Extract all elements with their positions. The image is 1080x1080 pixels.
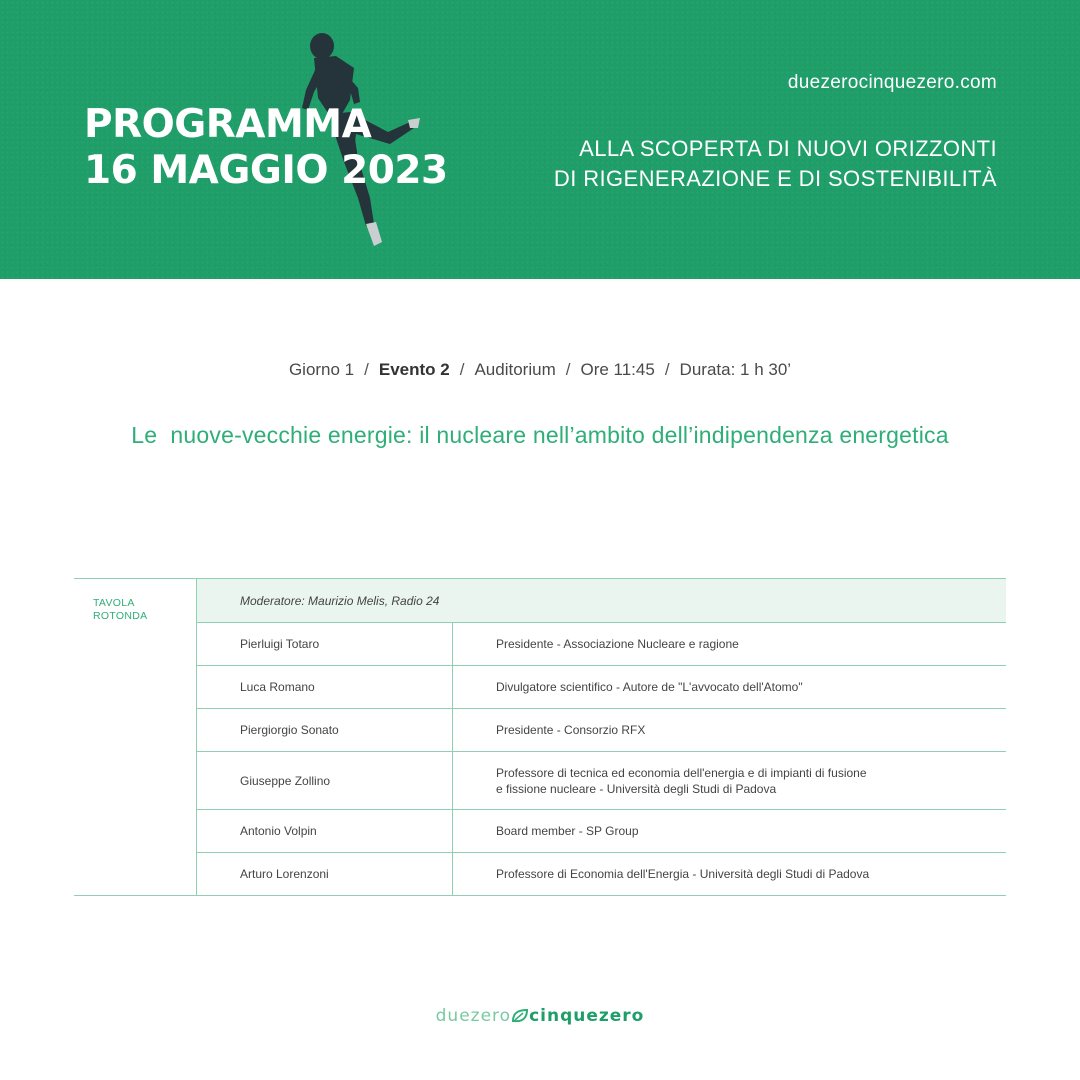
table-row: [197, 809, 1006, 852]
table-row: [197, 751, 1006, 809]
meta-duration: Durata: 1 h 30’: [679, 360, 792, 379]
speaker-role: Professore di Economia dell'Energia - Università degli Studi di Padova: [496, 867, 870, 881]
tagline-line1: ALLA SCOPERTA DI NUOVI ORIZZONTI: [579, 136, 997, 161]
program-date: 16 MAGGIO 2023: [84, 148, 448, 193]
speaker-name: Arturo Lorenzoni: [197, 853, 453, 895]
speaker-name: Antonio Volpin: [197, 810, 453, 852]
speaker-name: Giuseppe Zollino: [197, 752, 453, 809]
table-row: [197, 852, 1006, 895]
tagline-line2: DI RIGENERAZIONE E DI SOSTENIBILITÀ: [553, 166, 997, 191]
speaker-name: Pierluigi Totaro: [197, 623, 453, 665]
meta-time: Ore 11:45: [580, 360, 655, 379]
speaker-role: Presidente - Associazione Nucleare e ragione: [496, 637, 739, 651]
table-row: [197, 622, 1006, 665]
speaker-role: Board member - SP Group: [496, 824, 639, 838]
panel-label: TAVOLA ROTONDA: [93, 597, 148, 622]
program-title-line1: PROGRAMMA: [84, 102, 372, 147]
panel-rows: [197, 579, 1006, 895]
brand-logo: [0, 1006, 1080, 1026]
header-banner: [0, 0, 1080, 279]
meta-separator: /: [664, 360, 670, 379]
event-title: Le nuove-vecchie energie: il nucleare nell’ambito dell’indipendenza energetica: [131, 422, 949, 448]
meta-separator: /: [565, 360, 571, 379]
table-row: [197, 665, 1006, 708]
speaker-role: [453, 765, 867, 797]
logo-part1: duezero: [435, 1006, 512, 1026]
speaker-role-line1: Professore di tecnica ed economia dell'energia e di impianti di fusione: [496, 765, 867, 780]
meta-separator: /: [459, 360, 465, 379]
speaker-name: Luca Romano: [197, 666, 453, 708]
panel-label-column: [74, 579, 197, 895]
moderator-row: [197, 579, 1006, 622]
meta-event: Evento 2: [378, 360, 450, 379]
panel-table: [74, 578, 1006, 896]
speaker-role-line2: e fissione nucleare - Università degli Studi di Padova: [496, 781, 777, 796]
program-title: [84, 102, 448, 194]
meta-separator: /: [364, 360, 369, 379]
logo-part2: cinquezero: [529, 1006, 645, 1026]
meta-day: Giorno 1: [288, 360, 355, 379]
speaker-role: Presidente - Consorzio RFX: [496, 723, 646, 737]
leaf-icon: [512, 1009, 528, 1023]
tagline: [554, 134, 997, 194]
meta-venue: Auditorium: [474, 360, 556, 379]
speaker-role: Divulgatore scientifico - Autore de "L'avvocato dell'Atomo": [496, 680, 803, 694]
speaker-name: Piergiorgio Sonato: [197, 709, 453, 751]
website-link[interactable]: duezerocinquezero.com: [787, 72, 997, 93]
event-meta: [0, 360, 1080, 380]
table-row: [197, 708, 1006, 751]
moderator-text: Moderatore: Maurizio Melis, Radio 24: [240, 593, 440, 608]
